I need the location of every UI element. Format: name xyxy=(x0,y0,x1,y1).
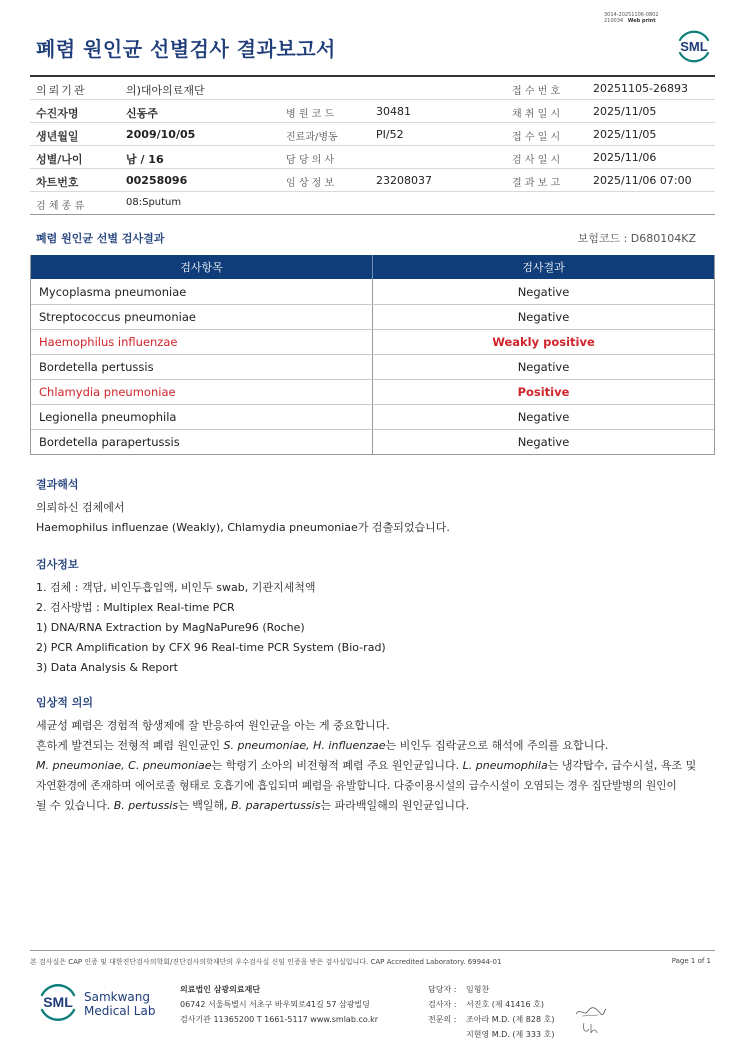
collect-date-label: 채 취 일 시 xyxy=(512,109,561,120)
interpretation-line2: Haemophilus influenzae (Weakly), Chlamydia pneumoniae가 검출되었습니다. xyxy=(36,521,450,534)
test-info-line: 1) DNA/RNA Extraction by MagNaPure96 (Roche) xyxy=(36,621,305,634)
result-row xyxy=(31,329,714,354)
result-item: Haemophilus influenzae xyxy=(31,330,373,354)
corp-contact: 검사기관 11365200 T 1661-5117 www.smlab.co.kr xyxy=(180,1015,379,1024)
info-row-2 xyxy=(30,100,715,123)
print-code-line1: 3014-20251106-0802 xyxy=(604,12,659,18)
result-item: Bordetella parapertussis xyxy=(31,430,373,454)
info-row-1 xyxy=(30,77,715,100)
result-value: Negative xyxy=(517,310,570,324)
test-info-line: 3) Data Analysis & Report xyxy=(36,661,178,674)
results-table-body xyxy=(31,279,714,454)
receipt-no-label: 접 수 번 호 xyxy=(512,86,561,97)
clinical-value: 23208037 xyxy=(376,174,432,187)
expert-label: 전문의 : xyxy=(428,1015,457,1024)
test-date-label: 검 사 일 시 xyxy=(512,155,561,166)
page-title: 폐렴 원인균 선별검사 결과보고서 xyxy=(36,37,336,61)
info-row-6 xyxy=(30,192,715,215)
clinical-para-3: M. pneumoniae, C. pneumoniae는 학령기 소아의 비전형적 폐렴 주요 원인균입니다. L. pneumophila는 냉각탑수, 급수시설, 욕조 및 xyxy=(36,759,697,772)
dept-label: 진료과/병동 xyxy=(286,132,338,143)
test-info-line: 1. 검체 : 객담, 비인두흡입액, 비인두 swab, 기관지세척액 xyxy=(36,581,316,594)
result-row xyxy=(31,354,714,379)
result-value: Negative xyxy=(517,435,570,449)
patient-label: 수진자명 xyxy=(36,107,79,120)
clinical-para-5: 될 수 있습니다. B. pertussis는 백일해, B. parapertussis는 파라백일해의 원인균입니다. xyxy=(36,799,470,812)
chart-value: 00258096 xyxy=(126,174,188,187)
result-row xyxy=(31,304,714,329)
results-table-header xyxy=(31,255,714,279)
patient-value: 신동주 xyxy=(126,107,158,120)
test-info-line: 2. 검사방법 : Multiplex Real-time PCR xyxy=(36,601,235,614)
clinical-para-1: 세균성 폐렴은 경험적 항생제에 잘 반응하여 원인균을 아는 게 중요합니다. xyxy=(36,719,390,732)
receipt-date-value: 2025/11/05 xyxy=(593,128,657,141)
info-row-3 xyxy=(30,123,715,146)
sex-age-label: 성별/나이 xyxy=(36,153,83,166)
dept-value: PI/52 xyxy=(376,128,404,141)
requester-value: 의)대아의료재단 xyxy=(126,84,205,97)
print-code xyxy=(604,12,659,24)
insurance-code: 보험코드 : D680104KZ xyxy=(577,232,696,245)
sml-logo-text: SML xyxy=(680,39,708,54)
result-item: Chlamydia pneumoniae xyxy=(31,380,373,404)
print-code-tag: Web print xyxy=(627,18,656,24)
specimen-value: 08:Sputum xyxy=(126,197,182,208)
signature-1-icon xyxy=(574,1005,608,1019)
accreditation-note xyxy=(30,950,715,967)
specimen-label: 검 체 종 류 xyxy=(36,201,85,212)
expert-name-2: 지현영 M.D. (제 333 호) xyxy=(466,1030,555,1039)
col-header-item: 검사항목 xyxy=(31,255,373,279)
test-info-title: 검사정보 xyxy=(36,558,79,571)
result-value: Positive xyxy=(517,385,570,399)
manager-name: 임형찬 xyxy=(466,985,490,994)
test-date-value: 2025/11/06 xyxy=(593,151,657,164)
interpretation-line1: 의뢰하신 검체에서 xyxy=(36,501,125,514)
test-info-line: 2) PCR Amplification by CFX 96 Real-time PCR System (Bio-rad) xyxy=(36,641,386,654)
test-info-section xyxy=(36,558,386,678)
results-section-title: 폐렴 원인균 선별 검사결과 xyxy=(36,232,165,245)
results-table xyxy=(30,255,715,455)
lab-name: Samkwang Medical Lab xyxy=(84,990,156,1018)
receipt-no-value: 20251105-26893 xyxy=(593,82,688,95)
dob-value: 2009/10/05 xyxy=(126,128,196,141)
col-header-result: 검사결과 xyxy=(522,261,565,274)
clinical-label: 임 상 정 보 xyxy=(286,178,335,189)
clinical-title: 임상적 의의 xyxy=(36,696,93,709)
print-code-id: 210034 xyxy=(604,18,624,24)
result-value: Negative xyxy=(517,284,570,299)
result-row xyxy=(31,279,714,304)
manager-label: 담당자 : xyxy=(428,985,457,994)
result-row xyxy=(31,429,714,454)
report-value: 2025/11/06 07:00 xyxy=(593,174,692,187)
collect-date-value: 2025/11/05 xyxy=(593,105,657,118)
signature-2-icon xyxy=(580,1020,602,1036)
result-item: Streptococcus pneumoniae xyxy=(31,305,373,329)
result-item: Bordetella pertussis xyxy=(31,355,373,379)
result-value: Negative xyxy=(517,410,570,424)
info-row-5 xyxy=(30,169,715,192)
info-row-4 xyxy=(30,146,715,169)
corp-info xyxy=(180,982,378,1027)
sex-age-value: 남 / 16 xyxy=(126,153,164,166)
interpretation-section xyxy=(36,478,450,538)
result-row xyxy=(31,404,714,429)
page-number: Page 1 of 1 xyxy=(671,957,711,965)
report-label: 결 과 보 고 xyxy=(512,178,561,189)
clinical-section xyxy=(36,696,726,816)
dob-label: 생년월일 xyxy=(36,130,79,143)
staff-info xyxy=(428,982,554,1042)
result-value: Weakly positive xyxy=(492,335,595,349)
svg-text:SML: SML xyxy=(43,994,73,1010)
result-item: Mycoplasma pneumoniae xyxy=(31,279,373,304)
requester-label: 의뢰기관 xyxy=(36,84,87,97)
hospital-code-label: 병 원 코 드 xyxy=(286,109,335,120)
sml-footer-logo-icon xyxy=(36,980,80,1024)
result-value: Negative xyxy=(517,360,570,374)
result-item: Legionella pneumophila xyxy=(31,405,373,429)
tester-label: 검사자 : xyxy=(428,1000,457,1009)
corp-name: 의료법인 삼광의료재단 xyxy=(180,985,261,994)
receipt-date-label: 접 수 일 시 xyxy=(512,132,561,143)
hospital-code-value: 30481 xyxy=(376,105,411,118)
result-row xyxy=(31,379,714,404)
corp-address: 06742 서울특별시 서초구 바우뫼로41길 57 삼광빌딩 xyxy=(180,1000,370,1009)
chart-label: 차트번호 xyxy=(36,176,79,189)
patient-info-table xyxy=(30,75,715,215)
doctor-label: 담 당 의 사 xyxy=(286,155,335,166)
tester-name: 서진호 (제 41416 호) xyxy=(466,1000,544,1009)
accreditation-text: 본 검사실은 CAP 인증 및 대한진단검사의학회/진단검사의학재단의 우수검사실 신임 인증을 받은 검사실입니다. CAP Accredited Laboratory. 69944-01 xyxy=(30,958,502,966)
interpretation-title: 결과해석 xyxy=(36,478,79,491)
clinical-para-4: 자연환경에 존재하며 에어로졸 형태로 호흡기에 흡입되며 폐렴을 유발합니다. 다중이용시설의 급수시설이 오염되는 경우 집단발병의 원인이 xyxy=(36,780,677,792)
expert-name-1: 조아라 M.D. (제 828 호) xyxy=(466,1015,555,1024)
sml-logo-icon xyxy=(674,26,714,66)
clinical-para-2: 흔하게 발견되는 전형적 폐렴 원인균인 S. pneumoniae, H. influenzae는 비인두 집락균으로 해석에 주의를 요합니다. xyxy=(36,739,609,752)
